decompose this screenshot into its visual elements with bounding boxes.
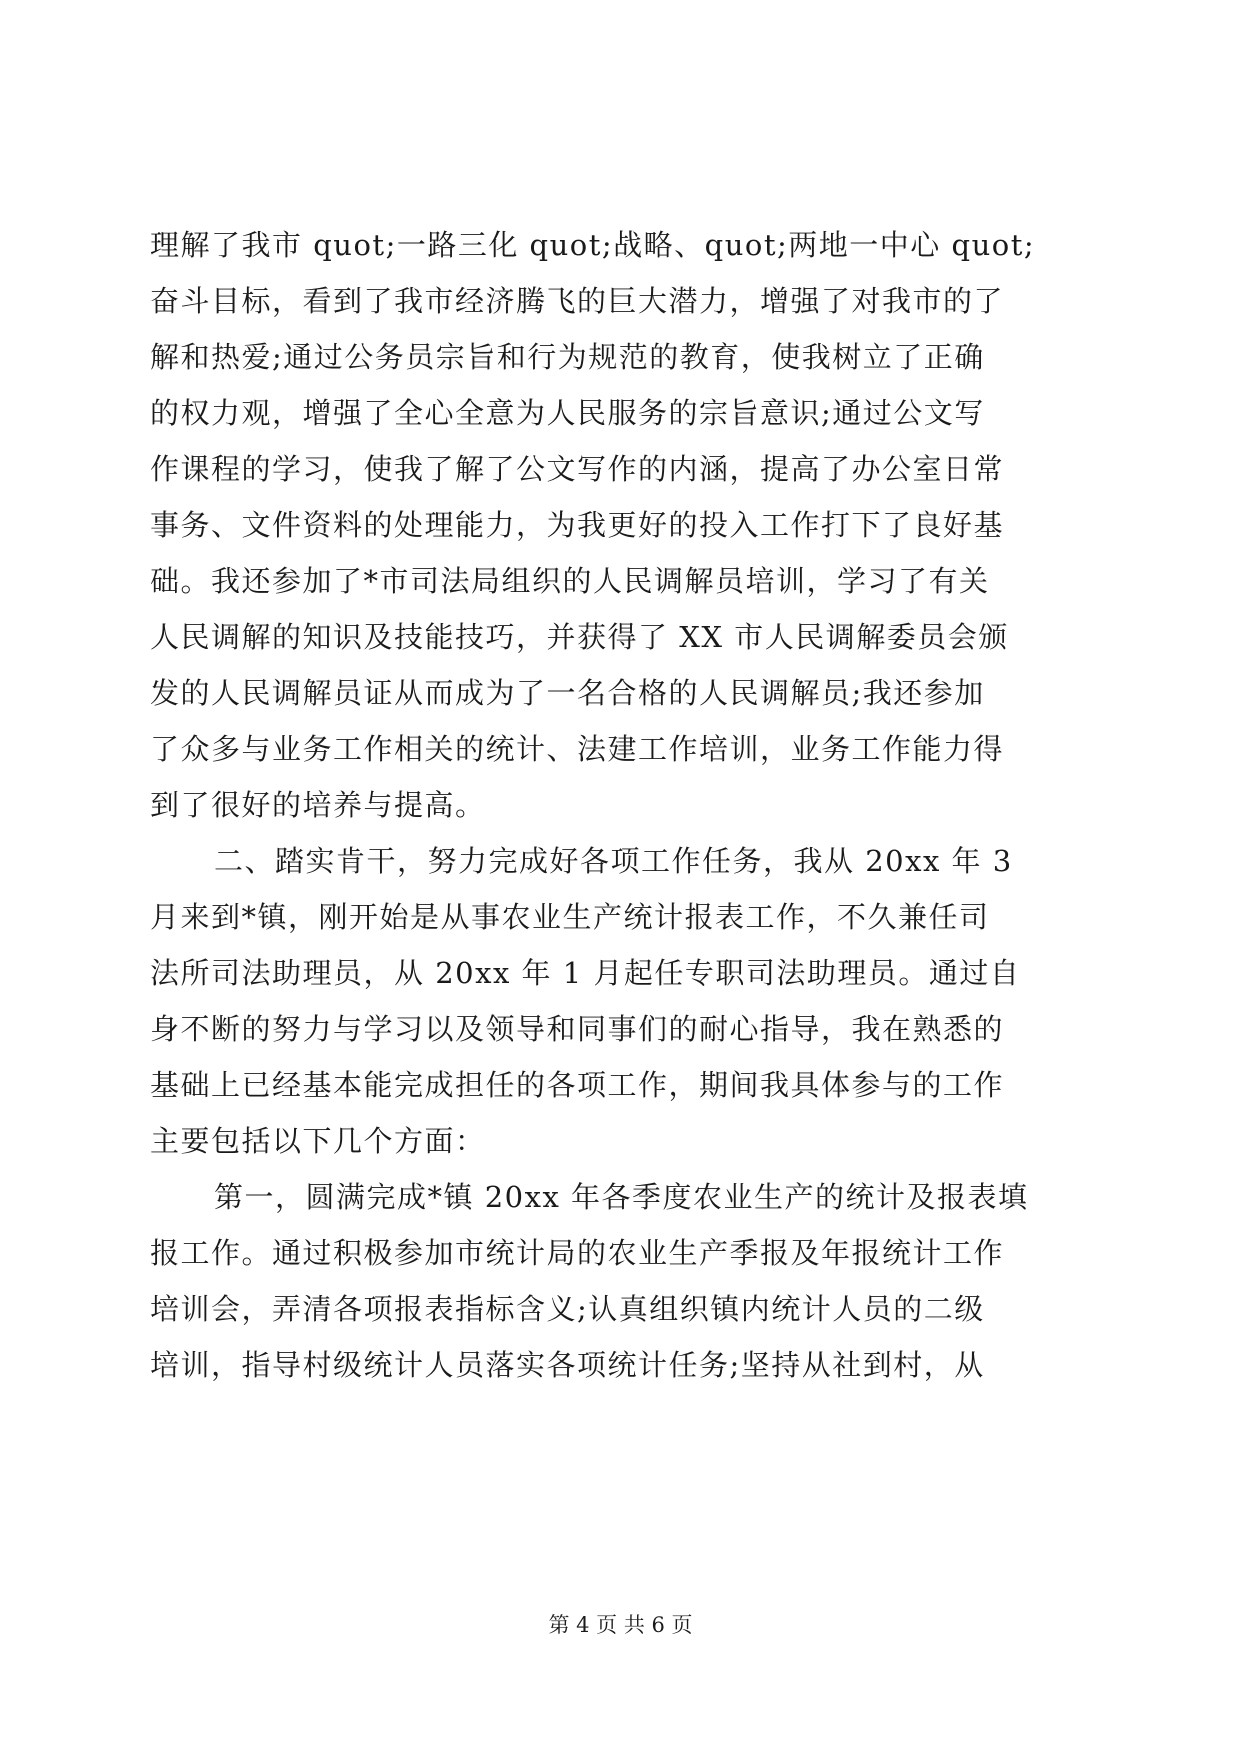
- text-line: 理解了我市 quot;一路三化 quot;战略、quot;两地一中心 quot;: [150, 228, 1036, 262]
- text-line: 第一，圆满完成*镇 20xx 年各季度农业生产的统计及报表填: [214, 1180, 1029, 1214]
- text-line: 到了很好的培养与提高。: [150, 788, 486, 822]
- text-line: 报工作。通过积极参加市统计局的农业生产季报及年报统计工作: [150, 1236, 1005, 1270]
- text-line: 月来到*镇，刚开始是从事农业生产统计报表工作，不久兼任司: [150, 900, 990, 934]
- text-line: 事务、文件资料的处理能力，为我更好的投入工作打下了良好基: [150, 508, 1005, 542]
- text-line: 奋斗目标，看到了我市经济腾飞的巨大潜力，增强了对我市的了: [150, 284, 1005, 318]
- text-line: 发的人民调解员证从而成为了一名合格的人民调解员;我还参加: [150, 676, 985, 710]
- text-line: 主要包括以下几个方面：: [150, 1124, 486, 1158]
- text-line: 解和热爱;通过公务员宗旨和行为规范的教育，使我树立了正确: [150, 340, 985, 374]
- text-line: 基础上已经基本能完成担任的各项工作，期间我具体参与的工作: [150, 1068, 1005, 1102]
- text-line: 二、踏实肯干，努力完成好各项工作任务，我从 20xx 年 3: [214, 844, 1013, 878]
- text-line: 培训，指导村级统计人员落实各项统计任务;坚持从社到村，从: [150, 1348, 985, 1382]
- text-line: 作课程的学习，使我了解了公文写作的内涵，提高了办公室日常: [150, 452, 1005, 486]
- text-line: 身不断的努力与学习以及领导和同事们的耐心指导，我在熟悉的: [150, 1012, 1005, 1046]
- page-number-footer: 第 4 页 共 6 页: [548, 1613, 693, 1637]
- text-line: 础。我还参加了*市司法局组织的人民调解员培训，学习了有关: [150, 564, 990, 598]
- text-line: 人民调解的知识及技能技巧，并获得了 XX 市人民调解委员会颁: [150, 620, 1009, 654]
- text-line: 的权力观，增强了全心全意为人民服务的宗旨意识;通过公文写: [150, 396, 985, 430]
- text-line: 培训会，弄清各项报表指标含义;认真组织镇内统计人员的二级: [150, 1292, 985, 1326]
- text-line: 了众多与业务工作相关的统计、法建工作培训，业务工作能力得: [150, 732, 1005, 766]
- text-line: 法所司法助理员，从 20xx 年 1 月起任专职司法助理员。通过自: [150, 956, 1021, 990]
